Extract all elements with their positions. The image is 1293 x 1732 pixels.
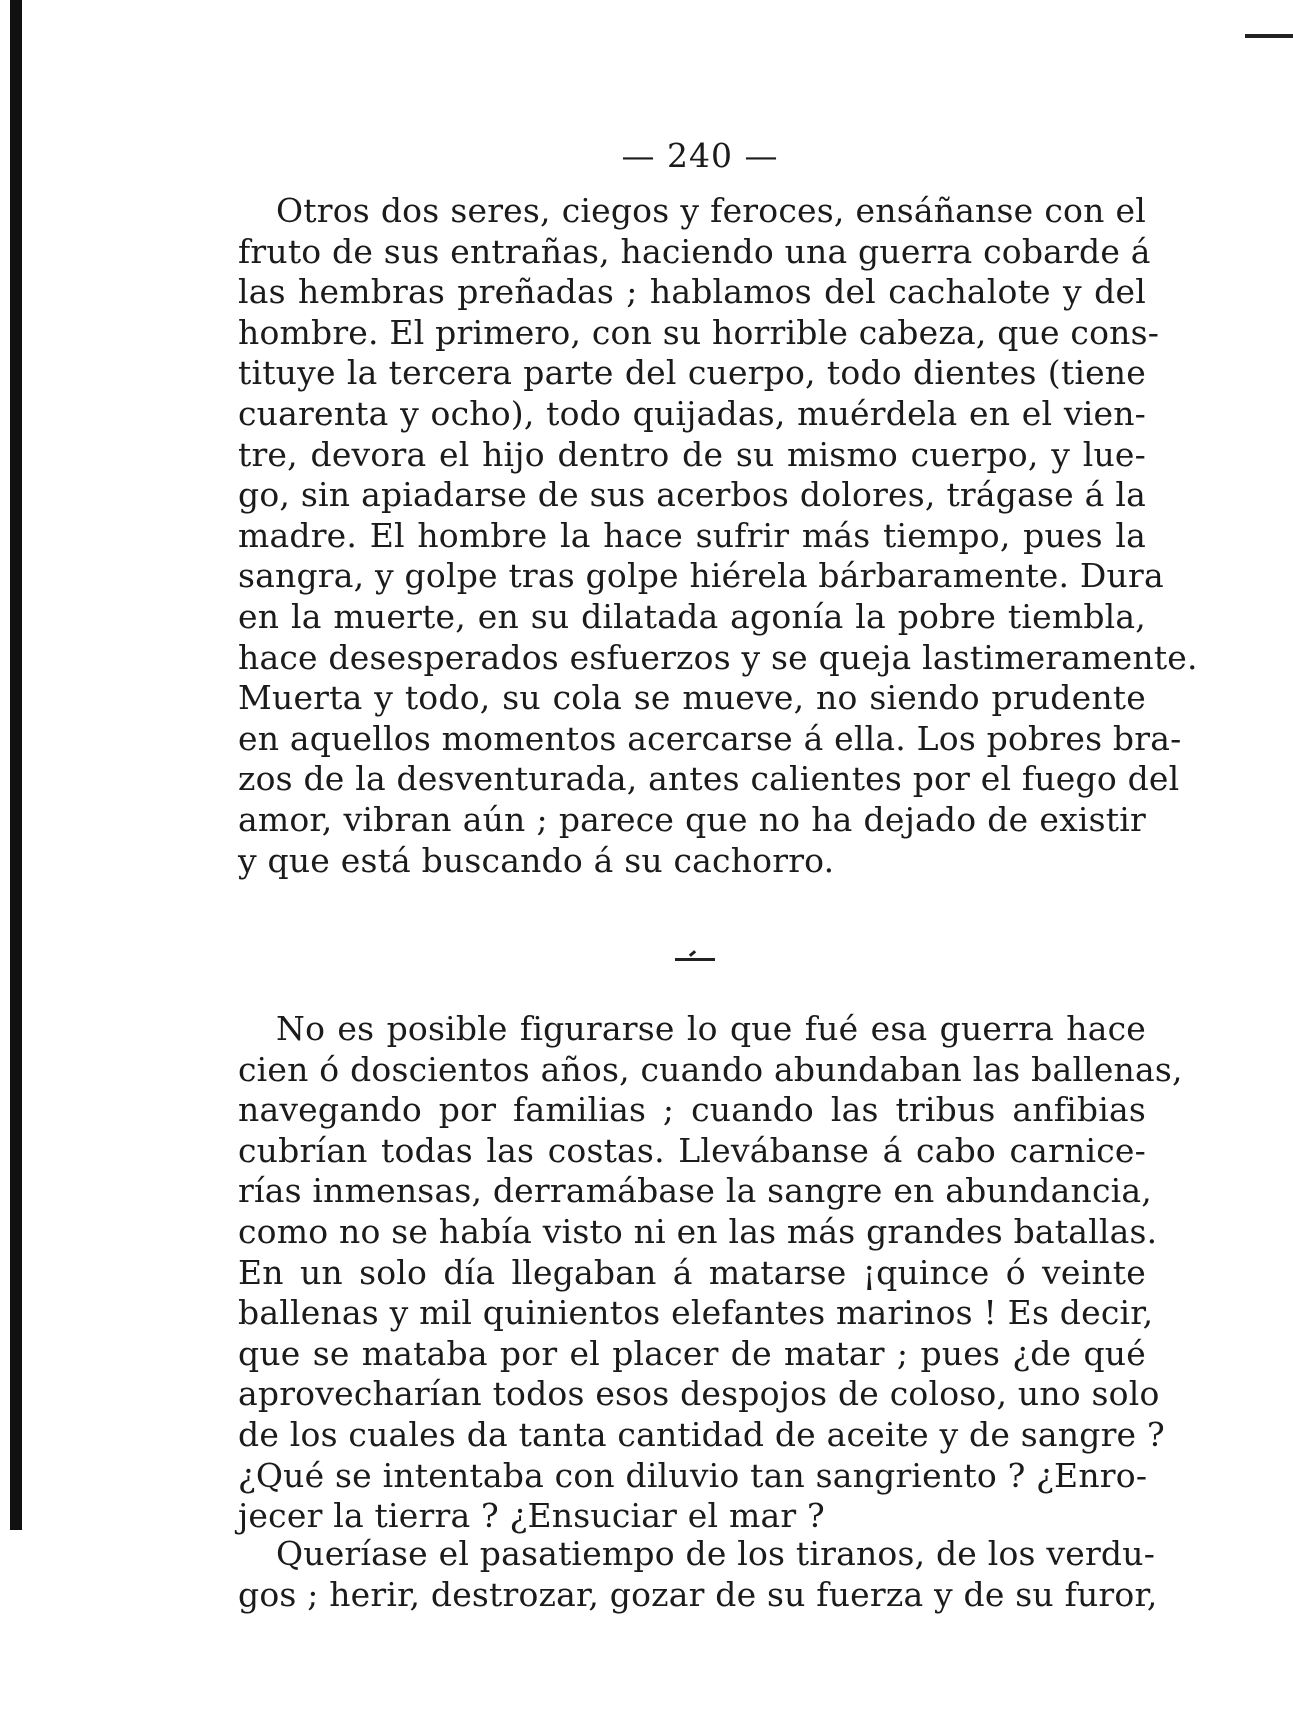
text-line: ballenas y mil quinientos elefantes marinos ! Es decir, bbox=[238, 1293, 1154, 1333]
text-line: No es posible figurarse lo que fué esa guerra hace bbox=[276, 1009, 1146, 1048]
text-line: rías inmensas, derramábase la sangre en abundancia, bbox=[238, 1171, 1152, 1211]
paragraph-1 bbox=[238, 191, 1198, 881]
text-line: cubrían todas las costas. Llevábanse á cabo carnice- bbox=[238, 1130, 1146, 1170]
text-line: fruto de sus entrañas, haciendo una guerra cobarde á bbox=[238, 231, 1151, 271]
text-line: madre. El hombre la hace sufrir más tiempo, pues la bbox=[238, 515, 1146, 555]
page-number: — 240 — bbox=[621, 136, 779, 175]
binding-edge bbox=[10, 0, 22, 1530]
text-line: Queríase el pasatiempo de los tiranos, de los verdu- bbox=[276, 1534, 1156, 1573]
text-line: cien ó doscientos años, cuando abundaban las ballenas, bbox=[238, 1049, 1183, 1089]
text-line: sangra, y golpe tras golpe hiérela bárbaramente. Dura bbox=[238, 556, 1164, 596]
section-separator bbox=[675, 958, 715, 961]
edge-mark bbox=[1245, 34, 1293, 38]
text-line: hombre. El primero, con su horrible cabeza, que cons- bbox=[238, 312, 1160, 352]
text-line: que se mataba por el placer de matar ; pues ¿de qué bbox=[238, 1333, 1146, 1373]
text-line: Otros dos seres, ciegos y feroces, ensáñanse con el bbox=[276, 191, 1146, 230]
text-line: tre, devora el hijo dentro de su mismo cuerpo, y lue- bbox=[238, 434, 1146, 474]
text-line: aprovecharían todos esos despojos de coloso, uno solo bbox=[238, 1374, 1160, 1414]
text-line: gos ; herir, destrozar, gozar de su fuerza y de su furor, bbox=[238, 1574, 1158, 1614]
text-line: ¿Qué se intentaba con diluvio tan sangriento ? ¿Enro- bbox=[238, 1455, 1148, 1495]
text-line: Muerta y todo, su cola se mueve, no siendo prudente bbox=[238, 678, 1146, 718]
paragraph-3 bbox=[238, 1534, 1158, 1615]
text-line: En un solo día llegaban á matarse ¡quince ó veinte bbox=[238, 1252, 1146, 1292]
text-line: cuarenta y ocho), todo quijadas, muérdela en el vien- bbox=[238, 393, 1146, 433]
text-line: hace desesperados esfuerzos y se queja lastimeramente. bbox=[238, 637, 1198, 677]
text-line: como no se había visto ni en las más grandes batallas. bbox=[238, 1211, 1158, 1251]
text-line: amor, vibran aún ; parece que no ha dejado de existir bbox=[238, 799, 1146, 839]
text-line: en la muerte, en su dilatada agonía la pobre tiembla, bbox=[238, 596, 1146, 636]
text-line: zos de la desventurada, antes calientes por el fuego del bbox=[238, 759, 1180, 799]
text-line: go, sin apiadarse de sus acerbos dolores, trágase á la bbox=[238, 475, 1146, 515]
text-line: y que está buscando á su cachorro. bbox=[238, 840, 835, 880]
text-line: jecer la tierra ? ¿Ensuciar el mar ? bbox=[238, 1496, 825, 1536]
text-line: las hembras preñadas ; hablamos del cachalote y del bbox=[238, 272, 1146, 312]
text-line: navegando por familias ; cuando las tribus anfibias bbox=[238, 1090, 1146, 1130]
paragraph-2 bbox=[238, 1009, 1183, 1537]
text-line: de los cuales da tanta cantidad de aceite y de sangre ? bbox=[238, 1414, 1165, 1454]
text-line: tituye la tercera parte del cuerpo, todo dientes (tiene bbox=[238, 353, 1146, 393]
text-line: en aquellos momentos acercarse á ella. Los pobres bra- bbox=[238, 718, 1182, 758]
